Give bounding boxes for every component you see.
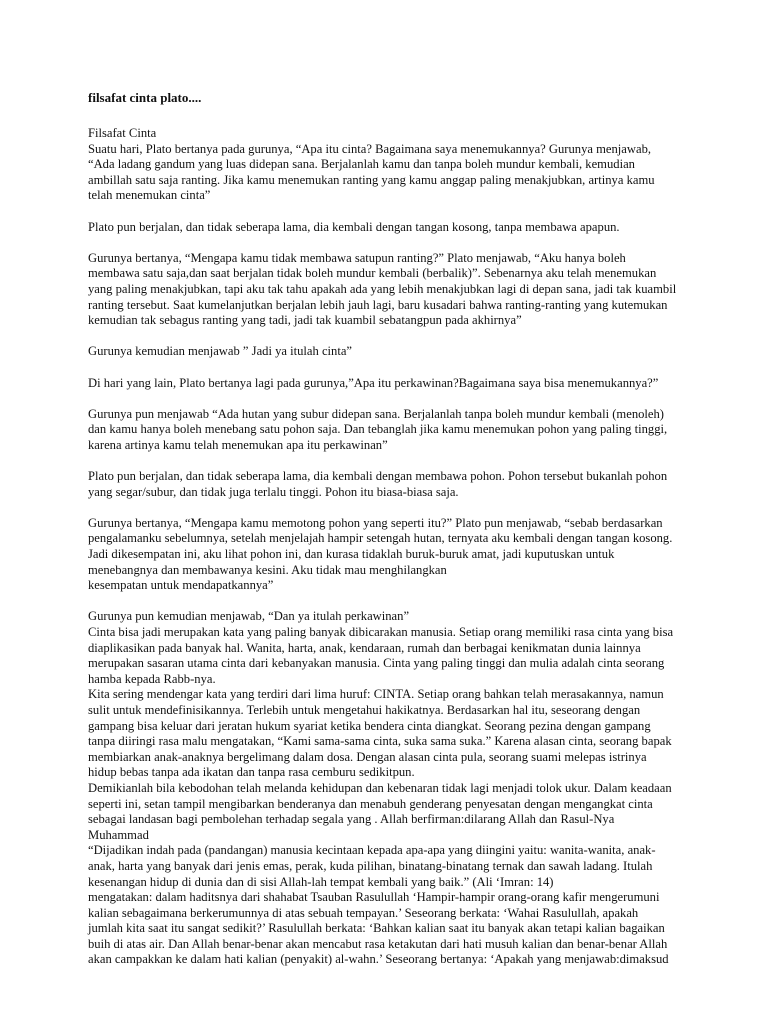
text-line: Gurunya pun menjawab “Ada hutan yang subur didepan sana. Berjalanlah tanpa boleh mundur kembali (menoleh)	[88, 406, 664, 421]
text-line: Filsafat Cinta	[88, 126, 157, 140]
text-line: Suatu hari, Plato bertanya pada gurunya, “Apa itu cinta? Bagaimana saya menemukannya? Gurunya menjawab,	[88, 141, 652, 156]
document-title: filsafat cinta plato....	[88, 90, 202, 105]
text-line: “Dijadikan indah pada (pandangan) manusia kecintaan kepada apa-apa yang diingini yaitu: wanita-wanita, anak-	[88, 843, 656, 858]
text-line: kesempatan untuk mendapatkannya”	[88, 578, 274, 593]
text-line: yang paling menakjubkan, tapi aku tak tahu apakah ada yang lebih menakjubkan lagi di depan sana, jadi tak kuambil	[88, 281, 677, 296]
text-line: Cinta bisa jadi merupakan kata yang paling banyak dibicarakan manusia. Setiap orang memiliki rasa cinta yang bisa	[88, 625, 674, 639]
text-line: Di hari yang lain, Plato bertanya lagi pada gurunya,”Apa itu perkawinan?Bagaimana saya bisa menemukannya?”	[88, 375, 659, 390]
text-line: Muhammad	[88, 827, 149, 842]
paragraph	[88, 407, 688, 454]
text-line: kemudian tak sebagus ranting yang tadi, jadi tak kuambil sebatangpun pada akhirnya”	[88, 313, 522, 328]
text-line: ambillah satu saja ranting. Jika kamu menemukan ranting yang kamu anggap paling menakjubkan, artinya kamu	[88, 172, 655, 187]
text-line: sulit untuk mendefinisikannya. Terlebih untuk mengetahui hakikatnya. Berdasarkan hal itu, seseorang dengan	[88, 702, 641, 717]
text-line: kesenangan hidup di dunia dan di sisi Allah-lah tempat kembali yang baik.” (Ali ‘Imran: 14)	[88, 874, 554, 889]
text-line: Jadi dikesempatan ini, aku lihat pohon ini, dan kurasa tidaklah buruk-buruk amat, jadi kuputuskan untuk	[88, 547, 615, 562]
paragraph	[88, 344, 688, 360]
paragraph-spacer	[88, 204, 688, 220]
text-line: Gurunya kemudian menjawab ” Jadi ya itulah cinta”	[88, 344, 353, 359]
text-line: karena artinya kamu telah menemukan apa itu perkawinan”	[88, 437, 388, 452]
text-line: seperti ini, setan tampil mengibarkan benderanya dan menabuh genderang penyesatan dengan mengangkat cinta	[88, 796, 653, 811]
paragraph	[88, 220, 688, 236]
paragraph-spacer	[88, 453, 688, 469]
paragraph	[88, 251, 688, 329]
paragraph-spacer	[88, 360, 688, 376]
text-line: menebangnya dan membawanya kesini. Aku tidak mau menghilangkan	[88, 562, 447, 577]
document-page	[88, 90, 688, 968]
paragraph	[88, 376, 688, 392]
paragraph-spacer	[88, 391, 688, 407]
text-line: membiarkan anak-anaknya bergelimang dalam dosa. Dengan alasan cinta pula, seorang suami melepas istrinya	[88, 749, 647, 764]
document-body	[88, 126, 688, 968]
text-line: membawa satu saja,dan saat berjalan tidak boleh mundur kembali (berbalik)”. Sebenarnya aku telah menemukan	[88, 266, 657, 281]
paragraph	[88, 469, 688, 500]
text-line: hidup bebas tanpa ada ikatan dan tanpa rasa cemburu sedikitpun.	[88, 765, 415, 780]
text-line: Demikianlah bila kebodohan telah melanda kehidupan dan kebenaran tidak lagi menjadi tolok ukur. Dalam keadaan	[88, 780, 672, 795]
text-line: Plato pun berjalan, dan tidak seberapa lama, dia kembali dengan membawa pohon. Pohon tersebut bukanlah pohon	[88, 469, 668, 484]
text-line: merupakan sasaran utama cinta dari kebanyakan manusia. Cinta yang paling tinggi dan mulia adalah cinta seorang	[88, 656, 665, 671]
text-line: “Ada ladang gandum yang luas didepan sana. Berjalanlah kamu dan tanpa boleh mundur kembali, kemudian	[88, 157, 635, 172]
text-line: pengalamanku sebelumnya, setelah menjelajah hampir setengah hutan, ternyata aku kembali dengan tangan kosong.	[88, 531, 673, 546]
paragraph-spacer	[88, 500, 688, 516]
text-line: telah menemukan cinta”	[88, 188, 211, 203]
text-line: kalian sebagaimana berkerumunnya di atas sebuah tempayan.’ Seseorang berkata: ‘Wahai Rasulullah, apakah	[88, 905, 639, 920]
text-line: Gurunya bertanya, “Mengapa kamu tidak membawa satupun ranting?” Plato menjawab, “Aku hanya boleh	[88, 250, 626, 265]
text-line: sebagai landasan bagi pembolehan terhadap segala yang . Allah berfirman:dilarang Allah dan Rasul-Nya	[88, 812, 615, 827]
text-line: diaplikasikan pada banyak hal. Wanita, harta, anak, kendaraan, rumah dan berbagai kenikmatan dunia lainnya	[88, 640, 641, 655]
paragraph-spacer	[88, 235, 688, 251]
text-line: mengatakan: dalam haditsnya dari shahabat Tsauban Rasulullah ‘Hampir-hampir orang-orang kafir mengerumuni	[88, 890, 660, 905]
text-line: Gurunya bertanya, “Mengapa kamu memotong pohon yang seperti itu?” Plato pun menjawab, “sebab berdasarkan	[88, 515, 663, 530]
text-line: buih di atas air. Dan Allah benar-benar akan mencabut rasa ketakutan dari hati musuh kalian dan benar-benar Allah	[88, 936, 668, 951]
text-line: dan kamu hanya boleh menebang satu pohon saja. Dan tebanglah jika kamu menemukan pohon yang paling tinggi,	[88, 422, 668, 437]
paragraph-spacer	[88, 329, 688, 345]
text-line: Plato pun berjalan, dan tidak seberapa lama, dia kembali dengan tangan kosong, tanpa membawa apapun.	[88, 219, 620, 234]
text-line: anak, harta yang banyak dari jenis emas, perak, kuda pilihan, binatang-binatang ternak dan sawah ladang. Itulah	[88, 858, 653, 873]
text-line: yang segar/subur, dan tidak juga terlalu tinggi. Pohon itu biasa-biasa saja.	[88, 484, 459, 499]
text-line: akan campakkan ke dalam hati kalian (penyakit) al-wahn.’ Seseorang bertanya: ‘Apakah yang menjawab:dimaksud	[88, 952, 669, 967]
text-line: tanpa diiringi rasa malu mengatakan, “Kami sama-sama cinta, suka sama suka.” Karena alasan cinta, seorang bapak	[88, 734, 672, 749]
paragraph	[88, 126, 688, 204]
text-line: gampang bisa keluar dari jeratan hukum syariat ketika bendera cinta diangkat. Seorang pezina dengan gampang	[88, 718, 651, 733]
paragraph-spacer	[88, 594, 688, 610]
text-line: hamba kepada Rabb-nya.	[88, 671, 216, 686]
text-line: Kita sering mendengar kata yang terdiri dari lima huruf: CINTA. Setiap orang bahkan telah merasakannya, namun	[88, 687, 664, 702]
paragraph	[88, 516, 688, 594]
text-line: jumlah kita saat itu sangat sedikit?’ Rasulullah berkata: ‘Bahkan kalian saat itu banyak akan tetapi kalian bagaikan	[88, 921, 665, 936]
text-line: ranting tersebut. Saat kumelanjutkan berjalan lebih jauh lagi, baru kusadari bahwa ranting-ranting yang kutemukan	[88, 297, 668, 312]
text-line: Gurunya pun kemudian menjawab, “Dan ya itulah perkawinan”	[88, 609, 410, 624]
paragraph	[88, 609, 688, 968]
